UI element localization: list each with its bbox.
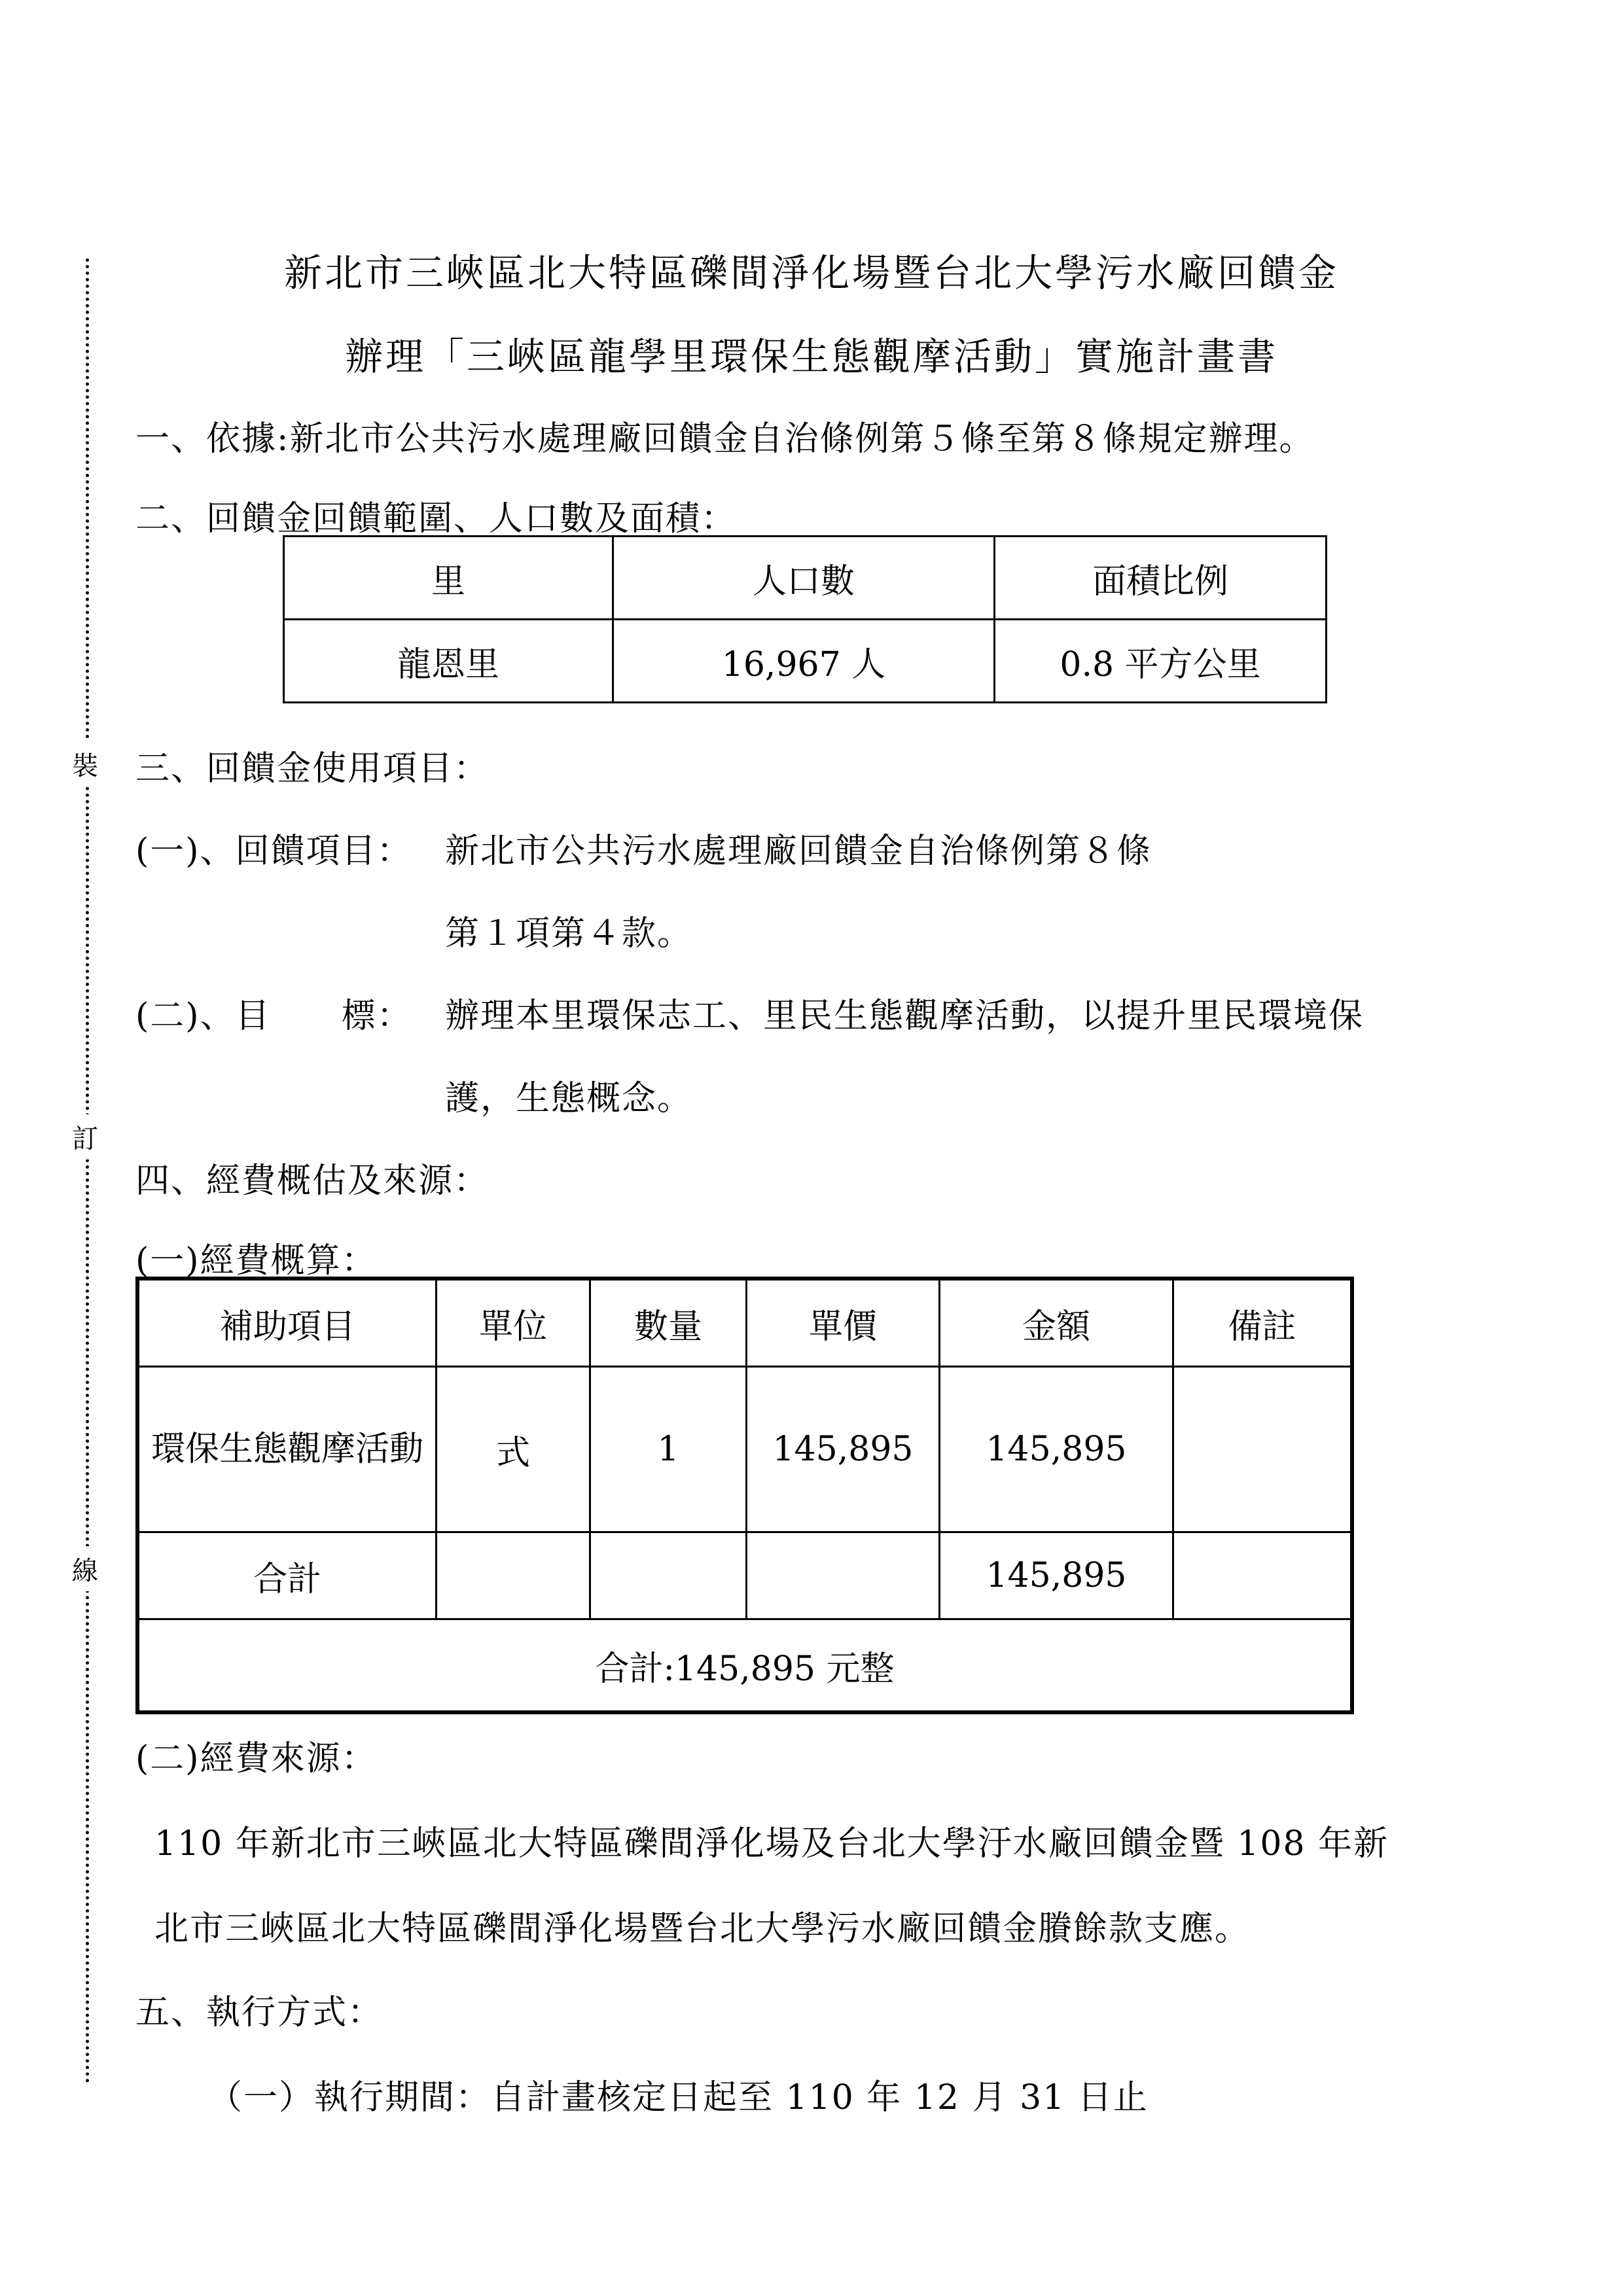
cell-note: [1173, 1367, 1353, 1532]
col-area: 面積比例: [995, 537, 1327, 620]
section4-source-line1: 110 年新北市三峽區北大特區礫間淨化場及台北大學汙水廠回饋金暨 108 年新: [154, 1824, 1389, 1863]
budget-table: [135, 1277, 1354, 1714]
cell-price: 145,895: [747, 1367, 940, 1532]
table-header-row: [137, 1279, 1352, 1367]
section5-heading: 五、執行方式：: [135, 1993, 383, 2032]
cell-qty: 1: [590, 1367, 747, 1532]
section1-basis: 一、依據:新北市公共污水處理廠回饋金自治條例第５條至第８條規定辦理。: [135, 419, 1315, 459]
cell-area: 0.8 平方公里: [995, 620, 1327, 703]
binding-dotted-line: [86, 258, 89, 2084]
table-total-row: [137, 1619, 1352, 1713]
section3-heading: 三、回饋金使用項目：: [135, 749, 490, 788]
section5-item1: （一）執行期間：自計畫核定日起至 110 年 12 月 31 日止: [208, 2078, 1149, 2117]
cell-qty: [590, 1532, 747, 1619]
section3-item2-label: (二)、目 標：: [135, 997, 412, 1036]
cell-unit: [437, 1532, 590, 1619]
col-unit: 單位: [437, 1279, 590, 1367]
cell-item: 合計: [137, 1532, 437, 1619]
binding-char-xian: 線: [72, 1546, 98, 1591]
cell-amount: 145,895: [940, 1532, 1173, 1619]
cell-item: 環保生態觀摩活動: [137, 1367, 437, 1532]
table-header-row: [284, 537, 1327, 620]
section3-item1-text2: 第１項第４款。: [445, 914, 693, 953]
table-row: [284, 620, 1327, 703]
col-population: 人口數: [613, 537, 995, 620]
cell-village: 龍恩里: [284, 620, 613, 703]
table-row: [137, 1532, 1352, 1619]
cell-price: [747, 1532, 940, 1619]
section2-heading: 二、回饋金回饋範圍、人口數及面積：: [135, 499, 737, 539]
col-price: 單價: [747, 1279, 940, 1367]
section3-item1-label: (一)、回饋項目：: [135, 832, 412, 871]
col-qty: 數量: [590, 1279, 747, 1367]
table-row: [137, 1367, 1352, 1532]
cell-population: 16,967 人: [613, 620, 995, 703]
section4-sub1: (一)經費概算：: [135, 1241, 377, 1280]
cell-amount: 145,895: [940, 1367, 1173, 1532]
cell-note: [1173, 1532, 1353, 1619]
col-note: 備註: [1173, 1279, 1353, 1367]
section3-item2-text: 辦理本里環保志工、里民生態觀摩活動，以提升里民環境保: [445, 997, 1364, 1036]
section3-item1-text: 新北市公共污水處理廠回饋金自治條例第８條: [445, 832, 1152, 871]
cell-unit: 式: [437, 1367, 590, 1532]
section3-item2-text2: 護，生態概念。: [445, 1079, 693, 1118]
col-village: 里: [284, 537, 613, 620]
area-population-table: [283, 535, 1327, 703]
section4-sub2: (二)經費來源：: [135, 1739, 377, 1778]
binding-char-ding: 訂: [72, 1114, 98, 1159]
cell-total: 合計:145,895 元整: [137, 1619, 1352, 1713]
binding-char-zhuang: 裝: [72, 741, 98, 786]
section4-heading: 四、經費概估及來源：: [135, 1161, 490, 1201]
doc-title-line2: 辦理「三峽區龍學里環保生態觀摩活動」實施計畫書: [344, 334, 1278, 379]
section4-source-line2: 北市三峽區北大特區礫間淨化場暨台北大學污水廠回饋金賸餘款支應。: [154, 1909, 1251, 1949]
col-item: 補助項目: [137, 1279, 437, 1367]
doc-title-line1: 新北市三峽區北大特區礫間淨化場暨台北大學污水廠回饋金: [283, 251, 1339, 295]
col-amount: 金額: [940, 1279, 1173, 1367]
